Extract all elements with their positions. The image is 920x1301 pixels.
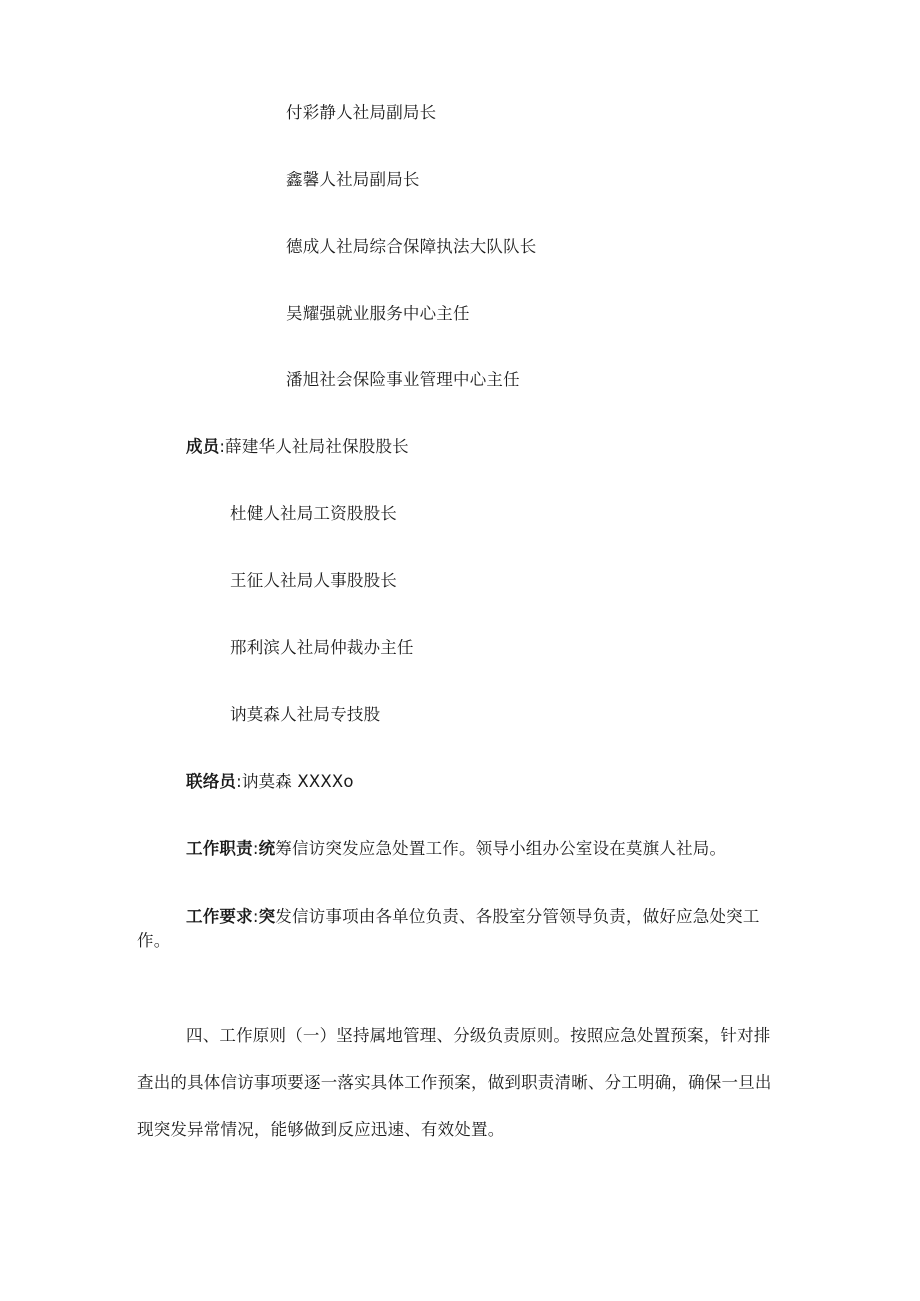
liaison-value: 讷莫森 XXXXo [241,772,354,791]
member-1: 薛建华人社局社保股股长 [225,437,409,456]
leader-line-3: 德成人社局综合保障执法大队队长 [286,237,537,256]
liaison-separator: : [236,772,242,791]
leader-line-5: 潘旭社会保险事业管理中心主任 [286,370,520,389]
leader-line-1: 付彩静人社局副局长 [286,103,437,122]
members-separator: : [219,437,226,456]
requirement-lead-char: 突 [258,907,276,926]
requirement-label: 工作要求 [186,907,253,926]
duty-separator: : [252,839,259,858]
liaison-label: 联络员 [186,772,237,791]
liaison-line [186,771,354,793]
leader-line-2: 鑫馨人社局副局长 [286,170,420,189]
duty-lead-char: 统 [258,839,276,858]
requirement-value: 发信访事项由各单位负责、各股室分管领导负责，做好应急处突工作。 [137,907,760,950]
duty-line [186,838,726,860]
duty-value: 筹信访突发应急处置工作。领导小组办公室设在莫旗人社局。 [275,839,727,858]
member-line-3: 王征人社局人事股股长 [230,571,397,590]
members-label: 成员 [186,437,220,456]
requirement-paragraph [137,905,787,953]
member-line-2: 杜健人社局工资股股长 [230,504,397,523]
duty-label: 工作职责 [186,839,253,858]
requirement-separator: : [252,907,259,926]
leader-line-4: 吴耀强就业服务中心主任 [286,304,470,323]
member-line-4: 邢利滨人社局仲裁办主任 [230,638,414,657]
section-four-paragraph: 四、工作原则（一）坚持属地管理、分级负责原则。按照应急处置预案，针对排查出的具体信访事项要逐一落实具体工作预案，做到职责清晰、分工明确，确保一旦出现突发异常情况，能够做到反应迅速、有效处置。 [137,1026,772,1139]
members-line [186,436,409,458]
member-line-5: 讷莫森人社局专技股 [230,705,381,724]
